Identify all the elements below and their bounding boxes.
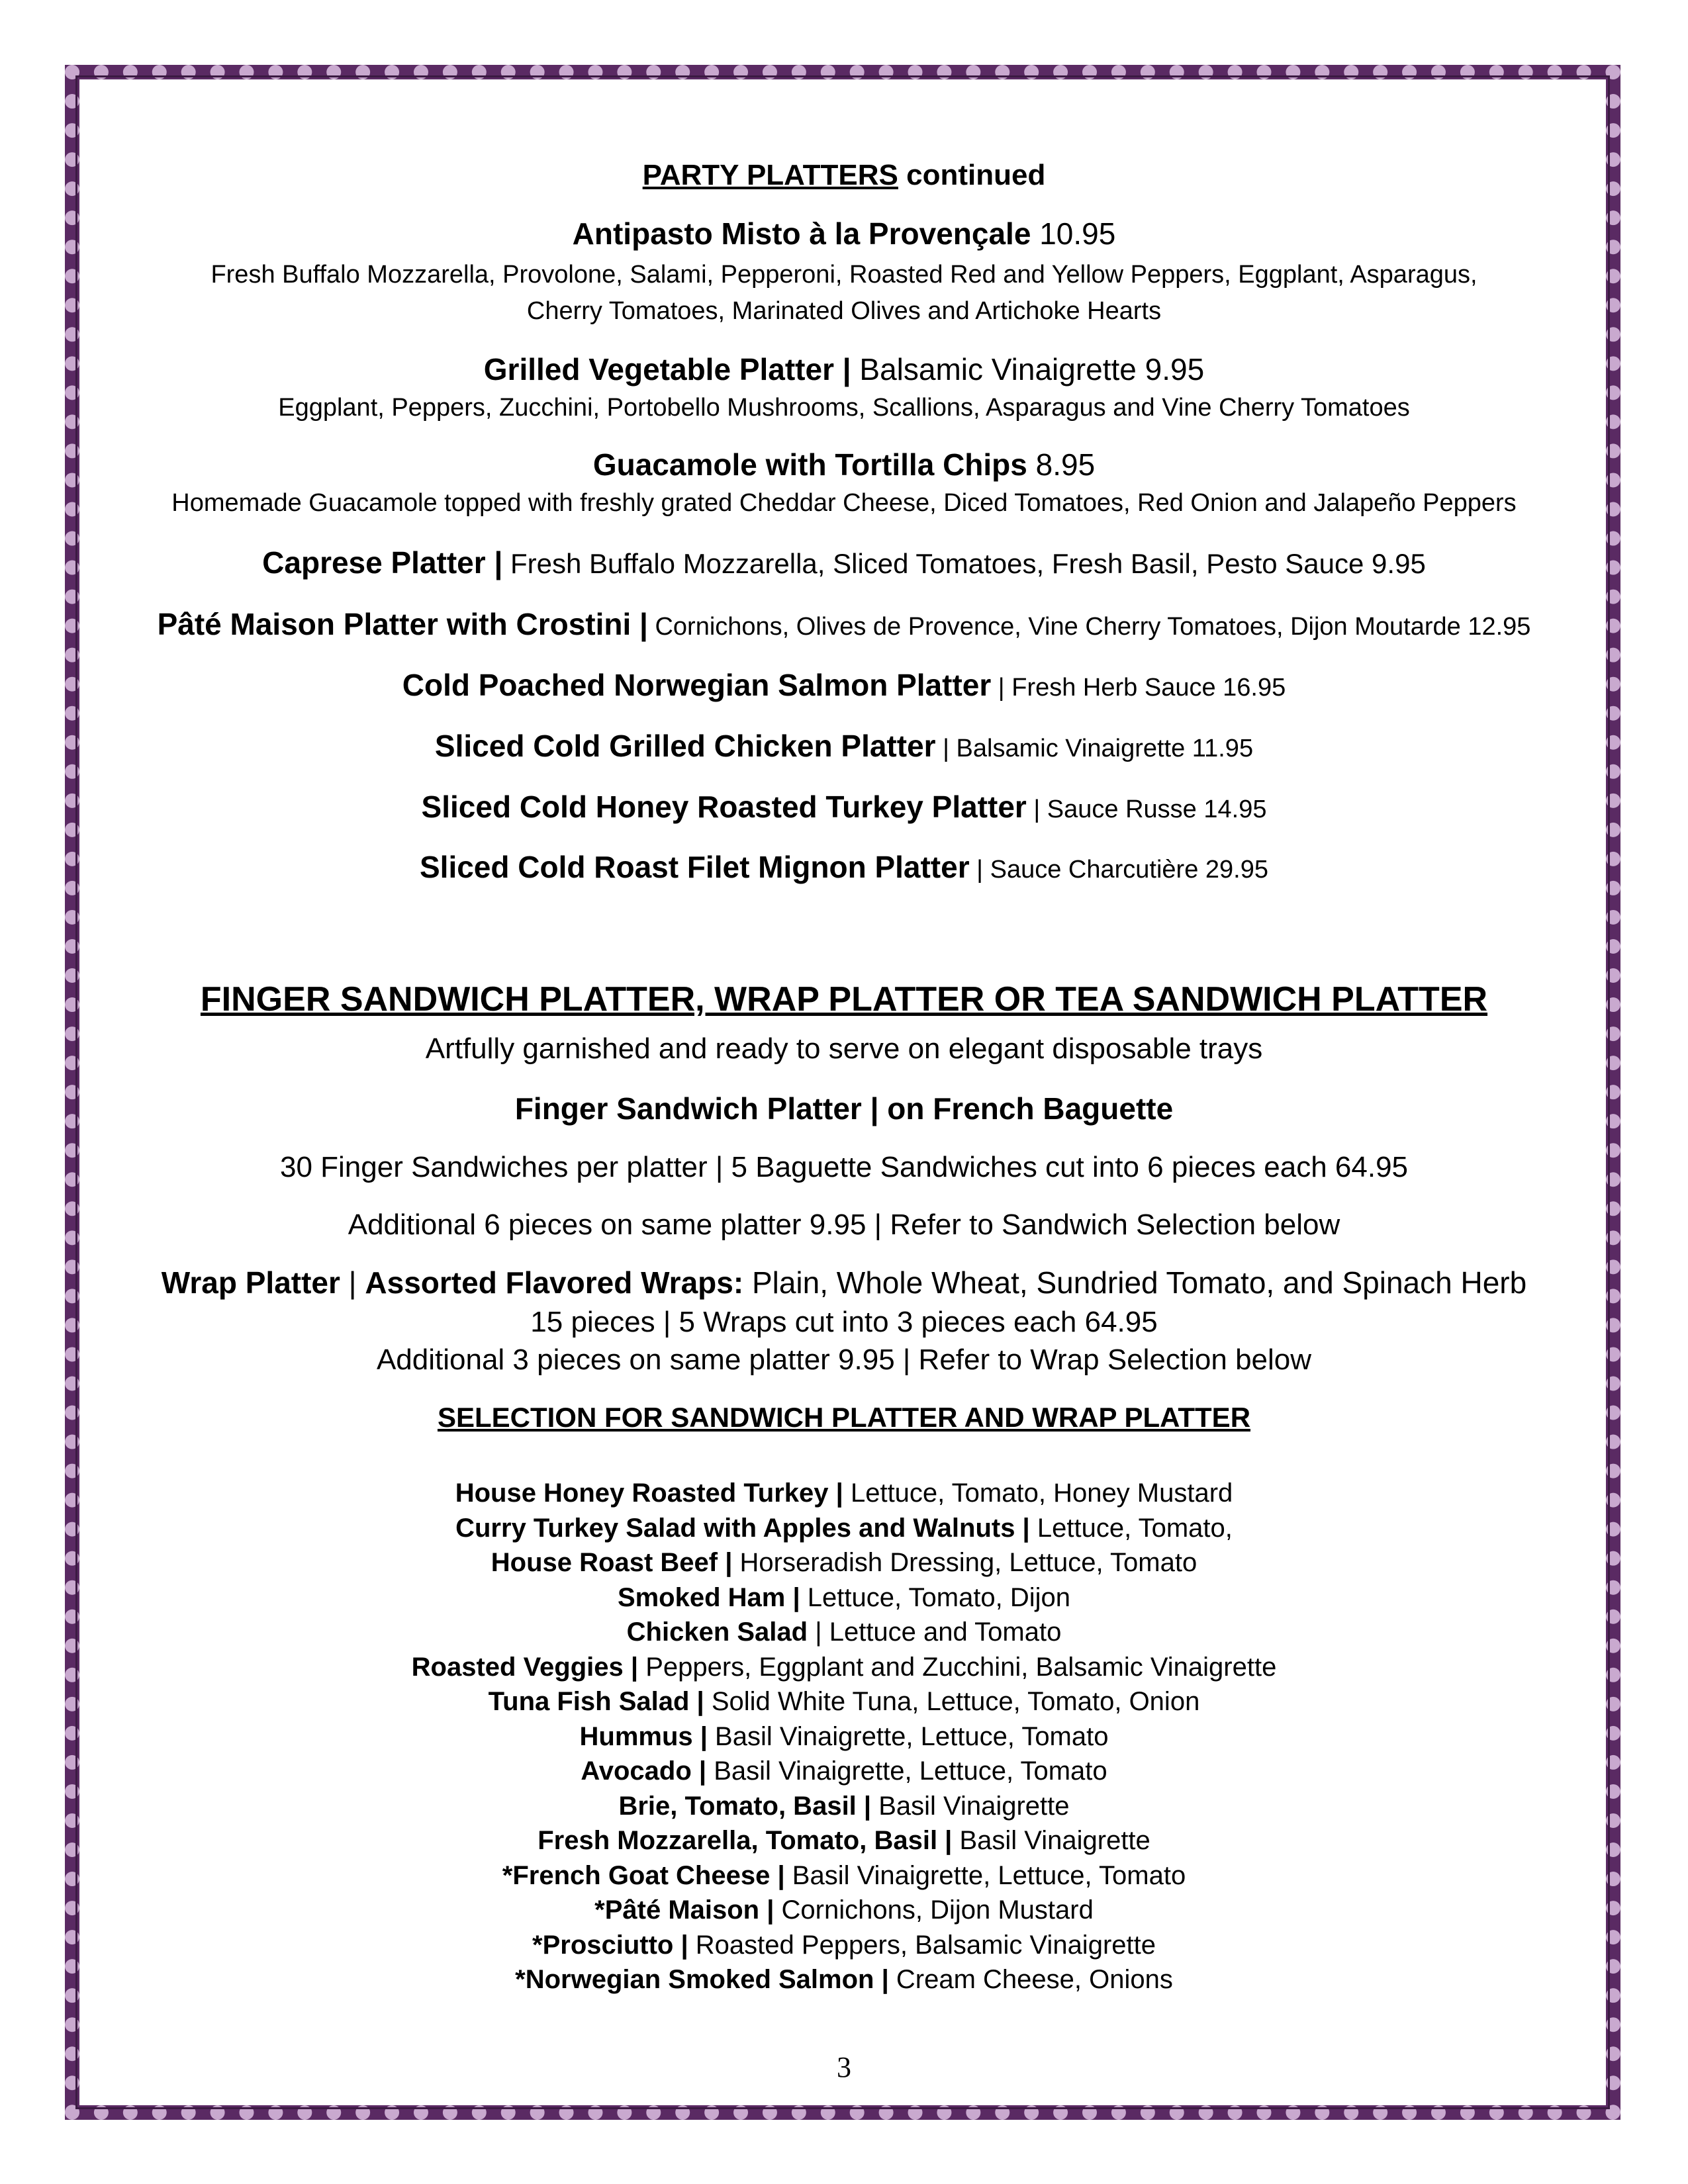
caprese-line: Caprese Platter | Fresh Buffalo Mozzarella, Sliced Tomatoes, Fresh Basil, Pesto Sauce 9.95 [262,545,1426,580]
selection-heading: SELECTION FOR SANDWICH PLATTER AND WRAP PLATTER [437,1402,1251,1433]
antipasto-desc-2: Cherry Tomatoes, Marinated Olives and Artichoke Hearts [526,297,1162,325]
turkey-line: Sliced Cold Honey Roasted Turkey Platter | Sauce Russe 14.95 [421,790,1267,824]
party-platters-heading: PARTY PLATTERS continued [642,159,1046,191]
list-item: *Norwegian Smoked Salmon | Cream Cheese, Onions [515,1965,1173,1994]
guacamole-title: Guacamole with Tortilla Chips 8.95 [592,447,1096,482]
list-item: *Pâté Maison | Cornichons, Dijon Mustard [594,1895,1094,1925]
list-item: *Prosciutto | Roasted Peppers, Balsamic Vinaigrette [532,1930,1156,1960]
grilled-vegetable-title: Grilled Vegetable Platter | Balsamic Vinaigrette 9.95 [483,352,1205,387]
filet-line: Sliced Cold Roast Filet Mignon Platter | Sauce Charcutière 29.95 [419,850,1268,884]
list-item: Smoked Ham | Lettuce, Tomato, Dijon [617,1582,1071,1612]
finger-sandwich-heading: FINGER SANDWICH PLATTER, WRAP PLATTER OR TEA SANDWICH PLATTER [200,980,1488,1019]
wrap-line-2: Additional 3 pieces on same platter 9.95 | Refer to Wrap Selection below [376,1343,1312,1376]
antipasto-desc-1: Fresh Buffalo Mozzarella, Provolone, Salami, Pepperoni, Roasted Red and Yellow Peppers, Eggplant, Asparagus, [211,261,1477,289]
page-number: 3 [837,2051,851,2083]
salmon-line: Cold Poached Norwegian Salmon Platter | Fresh Herb Sauce 16.95 [402,668,1286,702]
selection-list [106,1476,1582,1997]
pate-line: Pâté Maison Platter with Crostini | Cornichons, Olives de Provence, Vine Cherry Tomatoes, Dijon Moutarde 12.95 [157,607,1531,641]
grilled-vegetable-desc: Eggplant, Peppers, Zucchini, Portobello Mushrooms, Scallions, Asparagus and Vine Cherry Tomatoes [278,394,1410,422]
list-item: Avocado | Basil Vinaigrette, Lettuce, Tomato [581,1756,1107,1786]
chicken-line: Sliced Cold Grilled Chicken Platter | Balsamic Vinaigrette 11.95 [434,729,1254,763]
list-item: Brie, Tomato, Basil | Basil Vinaigrette [618,1791,1070,1821]
list-item: Chicken Salad | Lettuce and Tomato [626,1617,1062,1647]
list-item: *French Goat Cheese | Basil Vinaigrette, Lettuce, Tomato [502,1860,1186,1890]
list-item: Curry Turkey Salad with Apples and Walnuts | Lettuce, Tomato, [455,1513,1233,1543]
list-item: Roasted Veggies | Peppers, Eggplant and Zucchini, Balsamic Vinaigrette [411,1652,1277,1682]
wrap-line-1: 15 pieces | 5 Wraps cut into 3 pieces each 64.95 [530,1306,1158,1338]
antipasto-title: Antipasto Misto à la Provençale 10.95 [572,216,1116,251]
finger-sandwich-title: Finger Sandwich Platter | on French Baguette [514,1091,1174,1126]
list-item: Fresh Mozzarella, Tomato, Basil | Basil Vinaigrette [538,1826,1150,1855]
list-item: House Honey Roasted Turkey | Lettuce, Tomato, Honey Mustard [455,1479,1233,1508]
finger-sandwich-line-1: 30 Finger Sandwiches per platter | 5 Baguette Sandwiches cut into 6 pieces each 64.95 [279,1151,1409,1183]
finger-sandwich-line-2: Additional 6 pieces on same platter 9.95 | Refer to Sandwich Selection below [348,1208,1340,1241]
list-item: Tuna Fish Salad | Solid White Tuna, Lettuce, Tomato, Onion [488,1687,1200,1716]
guacamole-desc: Homemade Guacamole topped with freshly grated Cheddar Cheese, Diced Tomatoes, Red Onion and Jalapeño Peppers [171,489,1517,517]
wrap-platter-title: Wrap Platter | Assorted Flavored Wraps: Plain, Whole Wheat, Sundried Tomato, and Spinach Herb [161,1265,1527,1300]
list-item: Hummus | Basil Vinaigrette, Lettuce, Tomato [579,1721,1109,1751]
finger-tagline: Artfully garnished and ready to serve on elegant disposable trays [425,1032,1263,1065]
list-item: House Roast Beef | Horseradish Dressing, Lettuce, Tomato [491,1548,1197,1577]
